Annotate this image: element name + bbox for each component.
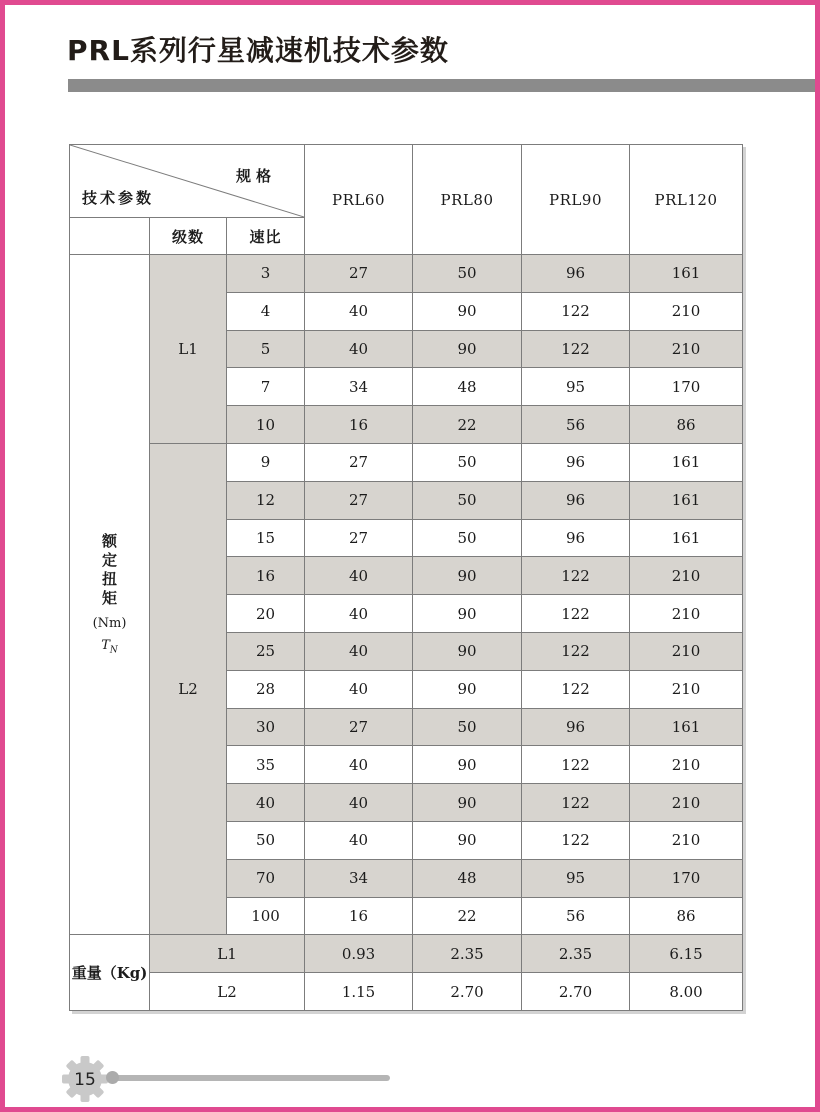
value-cell: 40 (305, 670, 413, 708)
ratio-cell: 4 (227, 292, 305, 330)
ratio-cell: 10 (227, 406, 305, 444)
value-cell: 122 (522, 746, 630, 784)
value-cell: 27 (305, 443, 413, 481)
value-cell: 96 (522, 255, 630, 293)
value-cell: 210 (630, 746, 743, 784)
col-header-prl80: PRL80 (413, 145, 522, 255)
value-cell: 90 (413, 746, 522, 784)
value-cell: 122 (522, 784, 630, 822)
spec-table-rows (70, 255, 743, 1011)
ratio-cell: 20 (227, 595, 305, 633)
ratio-header: 速比 (227, 218, 305, 255)
title-underline-bar (68, 79, 815, 92)
value-cell: 122 (522, 557, 630, 595)
weight-value-cell: 1.15 (305, 973, 413, 1011)
value-cell: 90 (413, 670, 522, 708)
torque-unit: (Nm) (92, 616, 127, 632)
ratio-cell: 15 (227, 519, 305, 557)
col-header-prl120: PRL120 (630, 145, 743, 255)
table-row (70, 443, 743, 481)
value-cell: 95 (522, 859, 630, 897)
ratio-cell: 12 (227, 481, 305, 519)
page-number: 15 (74, 1070, 96, 1090)
torque-label (70, 533, 149, 656)
value-cell: 122 (522, 821, 630, 859)
gear-icon (61, 1055, 109, 1103)
value-cell: 34 (305, 368, 413, 406)
value-cell: 90 (413, 330, 522, 368)
value-cell: 27 (305, 255, 413, 293)
value-cell: 170 (630, 368, 743, 406)
weight-value-cell: 0.93 (305, 935, 413, 973)
empty-header-cell (70, 218, 150, 255)
value-cell: 40 (305, 557, 413, 595)
ratio-cell: 28 (227, 670, 305, 708)
torque-symbol: $T_N$ (101, 638, 118, 656)
value-cell: 50 (413, 519, 522, 557)
value-cell: 210 (630, 632, 743, 670)
weight-value-cell: 2.35 (413, 935, 522, 973)
value-cell: 22 (413, 406, 522, 444)
spec-table (69, 144, 743, 1011)
value-cell: 40 (305, 746, 413, 784)
value-cell: 56 (522, 406, 630, 444)
corner-cell (70, 145, 305, 218)
value-cell: 161 (630, 481, 743, 519)
value-cell: 48 (413, 859, 522, 897)
col-header-prl60: PRL60 (305, 145, 413, 255)
value-cell: 50 (413, 443, 522, 481)
weight-value-cell: 2.70 (413, 973, 522, 1011)
weight-value-cell: 6.15 (630, 935, 743, 973)
value-cell: 16 (305, 897, 413, 935)
header-row-models (70, 145, 743, 218)
value-cell: 40 (305, 821, 413, 859)
value-cell: 122 (522, 292, 630, 330)
value-cell: 122 (522, 670, 630, 708)
weight-value-cell: 2.35 (522, 935, 630, 973)
value-cell: 90 (413, 292, 522, 330)
value-cell: 161 (630, 519, 743, 557)
ratio-cell: 3 (227, 255, 305, 293)
value-cell: 96 (522, 443, 630, 481)
ratio-cell: 100 (227, 897, 305, 935)
value-cell: 48 (413, 368, 522, 406)
value-cell: 161 (630, 443, 743, 481)
corner-label-spec: 规格 (236, 167, 277, 185)
value-cell: 122 (522, 330, 630, 368)
value-cell: 96 (522, 708, 630, 746)
value-cell: 40 (305, 595, 413, 633)
value-cell: 210 (630, 784, 743, 822)
footer-line (113, 1075, 390, 1081)
stage-cell-l2: L2 (150, 443, 227, 934)
value-cell: 161 (630, 255, 743, 293)
value-cell: 170 (630, 859, 743, 897)
torque-label-vertical: 额定扭矩 (100, 533, 118, 610)
value-cell: 86 (630, 897, 743, 935)
spec-table-head (70, 145, 743, 255)
value-cell: 40 (305, 784, 413, 822)
value-cell: 90 (413, 821, 522, 859)
value-cell: 161 (630, 708, 743, 746)
table-row (70, 935, 743, 973)
value-cell: 40 (305, 632, 413, 670)
ratio-cell: 50 (227, 821, 305, 859)
corner-label-params: 技术参数 (82, 189, 155, 207)
value-cell: 40 (305, 292, 413, 330)
value-cell: 16 (305, 406, 413, 444)
torque-label-cell (70, 255, 150, 935)
value-cell: 90 (413, 595, 522, 633)
weight-value-cell: 8.00 (630, 973, 743, 1011)
value-cell: 96 (522, 481, 630, 519)
ratio-cell: 30 (227, 708, 305, 746)
value-cell: 95 (522, 368, 630, 406)
value-cell: 210 (630, 292, 743, 330)
value-cell: 210 (630, 330, 743, 368)
col-header-prl90: PRL90 (522, 145, 630, 255)
weight-stage-cell: L1 (150, 935, 305, 973)
value-cell: 50 (413, 481, 522, 519)
ratio-cell: 40 (227, 784, 305, 822)
value-cell: 34 (305, 859, 413, 897)
value-cell: 50 (413, 708, 522, 746)
page-title: PRL系列行星减速机技术参数 (67, 34, 449, 67)
value-cell: 27 (305, 519, 413, 557)
weight-value-cell: 2.70 (522, 973, 630, 1011)
value-cell: 90 (413, 557, 522, 595)
weight-stage-cell: L2 (150, 973, 305, 1011)
ratio-cell: 5 (227, 330, 305, 368)
value-cell: 27 (305, 708, 413, 746)
weight-label-cell: 重量（Kg) (70, 935, 150, 1011)
value-cell: 22 (413, 897, 522, 935)
footer-line-dot (106, 1071, 119, 1084)
value-cell: 86 (630, 406, 743, 444)
value-cell: 56 (522, 897, 630, 935)
value-cell: 210 (630, 670, 743, 708)
ratio-cell: 16 (227, 557, 305, 595)
table-row (70, 255, 743, 293)
value-cell: 90 (413, 784, 522, 822)
ratio-cell: 70 (227, 859, 305, 897)
stage-header: 级数 (150, 218, 227, 255)
table-row (70, 973, 743, 1011)
ratio-cell: 25 (227, 632, 305, 670)
value-cell: 122 (522, 632, 630, 670)
ratio-cell: 9 (227, 443, 305, 481)
ratio-cell: 35 (227, 746, 305, 784)
value-cell: 27 (305, 481, 413, 519)
value-cell: 210 (630, 595, 743, 633)
value-cell: 50 (413, 255, 522, 293)
value-cell: 96 (522, 519, 630, 557)
value-cell: 210 (630, 821, 743, 859)
value-cell: 40 (305, 330, 413, 368)
ratio-cell: 7 (227, 368, 305, 406)
value-cell: 122 (522, 595, 630, 633)
value-cell: 210 (630, 557, 743, 595)
stage-cell-l1: L1 (150, 255, 227, 444)
value-cell: 90 (413, 632, 522, 670)
